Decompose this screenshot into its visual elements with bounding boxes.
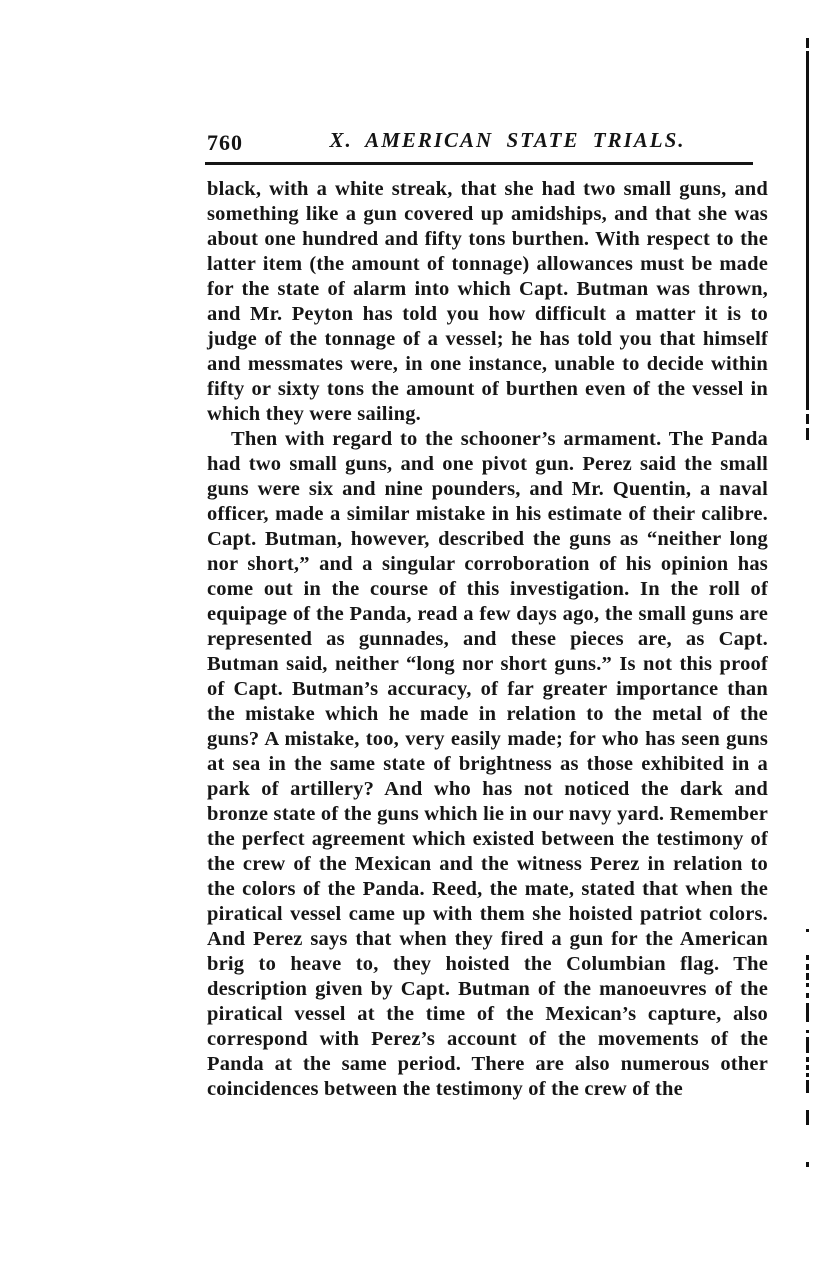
page-edge-line (806, 929, 809, 932)
running-header (207, 128, 768, 158)
page-edge-line (806, 1030, 809, 1033)
page-edge-line (806, 1162, 809, 1167)
page-edge-line (806, 1057, 809, 1062)
page-body (207, 177, 768, 1102)
paragraph-continuation: black, with a white streak, that she had two small guns, and something like a gun covered up amidships, and that she was about one hundred and fifty tons burthen. With respect to the latter item (the amount of tonnage) allowances must be made for the state of alarm into which Capt. Butman was thrown, and Mr. Peyton has told you how difficult a matter it is to judge of the tonnage of a vessel; he has told you that himself and messmates were, in one instance, unable to decide within fifty or sixty tons the amount of burthen even of the vessel in which they were sailing. (207, 178, 768, 425)
page-edge-line (806, 973, 809, 980)
page-edge-line (806, 38, 809, 48)
page-edge-line (806, 1080, 809, 1093)
page-edge-line (806, 955, 809, 960)
page-edge-line (806, 1073, 809, 1077)
header-rule (205, 162, 753, 165)
page-number: 760 (207, 130, 243, 155)
page-edge-line (806, 964, 809, 970)
page-edge-line (806, 1065, 809, 1070)
page-edge-line (806, 414, 809, 424)
paragraph: Then with regard to the schooner’s armament. The Panda had two small guns, and one pivot gun. Perez said the small guns were six and nine pounders, and Mr. Quentin, a naval officer, made a similar mistake in his estimate of their calibre. Capt. Butman, however, described the guns as “neither long nor short,” and a singular corroboration of his opinion has come out in the course of this investigation. In the roll of equipage of the Panda, read a few days ago, the small guns are represented as gunnades, and these pieces are, as Capt. Butman said, neither “long nor short guns.” Is not this proof of Capt. Butman’s accuracy, of far greater importance than the mistake which he made in relation to the metal of the guns? A mistake, too, very easily made; for who has seen guns at sea in the same state of brightness as those exhibited in a park of artillery? And who has not noticed the dark and bronze state of the guns which lie in our navy yard. Remember the perfect agreement which existed between the testimony of the crew of the Mexican and the witness Perez in relation to the colors of the Panda. Reed, the mate, stated that when the piratical vessel came up with them she hoisted patriot colors. And Perez says that when they fired a gun for the American brig to heave to, they hoisted the Columbian flag. The description given by Capt. Butman of the manoeuvres of the piratical vessel at the time of the Mexican’s capture, also correspond with Perez’s account of the movements of the Panda at the same period. There are also numerous other coincidences between the testimony of the crew of the (207, 428, 768, 1100)
page-edge-line (806, 51, 809, 410)
page-edge-line (806, 993, 809, 998)
page-edge-line (806, 1003, 809, 1022)
page-edge-line (806, 1110, 809, 1125)
page-edge-line (806, 983, 809, 987)
page-edge-line (806, 1037, 809, 1053)
running-head-title: X. AMERICAN STATE TRIALS. (329, 128, 686, 152)
page-edge-line (806, 428, 809, 440)
